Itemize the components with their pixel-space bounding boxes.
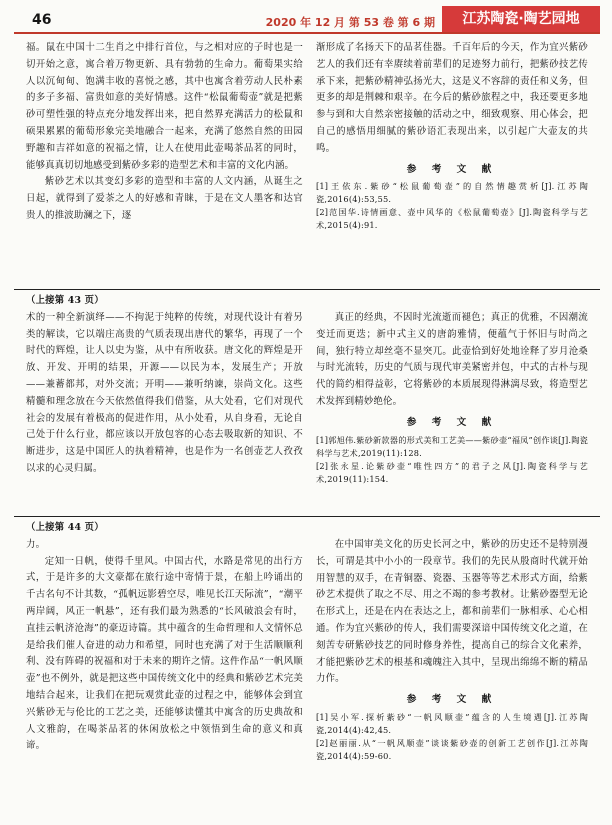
paragraph: 术的一种全新演绎——不拘泥于纯粹的传统，对现代设计有着另类的解读，它以端庄高贵的气质表现出唐代的繁华，再现了一个时代的辉煌，让人以史为鉴，从中有所收获。唐文化的辉煌是开放、开发、开明的结果，开源——以民为本，发展生产；开放——兼蓄都邦，对外交流；开明——兼听纳谏，崇尚文化。这些精髓和理念放在今天依然值得我们借鉴，从大处看，它们对现代社会的发展有着极高的促进作用，从小处看，从自身看，无论自己处于什么行业，都应该以开放包容的心态去吸取新的知识、不断进步，这是中国匠人的执着精神，也是作为一名创壶艺人孜孜以求的心灵归属。 (26, 311, 303, 474)
reference-item: [1]王依东.紫砂“松鼠葡萄壶”的自然情趣赏析[J].江苏陶瓷,2016(4):53,55. (316, 181, 588, 205)
section2-left-column (26, 293, 303, 478)
reference-item: [2]赵丽丽.从“一帆风顺壶”谈谈紫砂壶的创新工艺创作[J].江苏陶瓷,2014(4):59-60. (316, 737, 588, 761)
reference-item: [2]张永星.论紫砂壶“唯性四方”的君子之风[J].陶瓷科学与艺术,2019(11):154. (316, 460, 588, 484)
paragraph: 紫砂艺术以其变幻多彩的造型和丰富的人文内涵，从诞生之日起，就得到了爱茶之人的好感和青睐，于是在文人墨客和达官贵人的推波助澜之下，逐 (26, 176, 303, 221)
reference-item: [1]郭旭伟.紫砂新款器的形式美和工艺美——紫砂壶“福凤”创作谈[J].陶瓷科学与艺术,2019(11):128. (316, 434, 588, 458)
paragraph: 力。 (26, 538, 46, 550)
reference-item: [1]吴小军.探析紫砂“一帆风顺壶”蕴含的人生境遇[J].江苏陶瓷,2014(4):42,45. (316, 711, 588, 735)
page-number: 46 (32, 12, 52, 28)
issue-info: 2020 年 12 月 第 53 卷 第 6 期 (265, 16, 435, 29)
header-rule (14, 32, 600, 34)
journal-banner: 江苏陶瓷·陶艺园地 (442, 6, 600, 32)
continued-from-tag: （上接第 44 页） (26, 522, 104, 533)
paragraph: 在中国审美文化的历史长河之中，紫砂的历史还不是特别漫长，可谓是其中小小的一段章节。我们的先民从殷商时代就开始用智慧的双手，在青铜器、瓷器、玉器等等艺术形式方面，给紫砂艺术提供了取之不尽、用之不竭的参考教材。让紫砂器型无论在形式上，还是在内在表达之上，都和前辈们一脉相承、心心相通。作为宜兴紫砂的传人，我们需要深谙中国传统文化之道，在刻苦专研紫砂技艺的同时修身养性，提高自己的综合文化素养，才能把紫砂艺术的根基和魂魄注入其中，呈现出绵绵不断的精品力作。 (316, 539, 588, 685)
paragraph: 渐形成了名扬天下的品茗佳器。千百年后的今天，作为宜兴紫砂艺人的我们还有幸赓续着前辈们的足迹努力前行，把紫砂技艺传承下来，把紫砂精神弘扬光大，这是义不容辞的责任和义务，但更多的却是荆棘和艰辛。在今后的紫砂旅程之中，我还要更多地参与到和大自然亲密接触的活动之中，细致观察、用心体会，把自己的感悟用细腻的紫砂语汇表现出来，以引起广大壶友的共鸣。 (316, 42, 588, 154)
section1-right-column (316, 40, 588, 232)
references-heading: 参 考 文 献 (406, 416, 498, 428)
paragraph: 定知一日帆，使得千里风。中国古代，水路是常见的出行方式，于是许多的大文豪都在旅行途中寄情于景，在船上吟诵出的千古名句不计其数，“孤帆远影碧空尽，唯见长江天际流”，“潮平两岸阔，风正一帆悬”，还有我们最为熟悉的“长风破浪会有时，直挂云帆济沧海”的豪迈诗篇。其中蕴含的生命哲理和人文情怀总是给我们催人奋进的动力和希望，同时也充满了对于生活顺顺利利、没有阵碍的祝福和对于未来的期许之情。这件作品“一帆风顺壶”也不例外，就是把这些中国传统文化中的经典和紫砂艺术完美地结合起来，让我们在把玩观赏此壶的过程之中，能够体会到宜兴紫砂无与伦比的工艺之美，还能够读懂其中寓含的历史典故和人文雅韵，在喝茶品茗的休闲放松之中领悟到生命的意义和真谛。 (26, 555, 303, 752)
section1-left-column (26, 40, 303, 225)
page-header (14, 6, 600, 32)
section2-right-column (316, 310, 588, 486)
reference-item: [2]范国华.诗情画意、壶中风华的《松鼠葡萄壶》[J].陶瓷科学与艺术,2015(4):91. (316, 207, 588, 231)
section-divider (14, 516, 600, 517)
continued-from-tag: （上接第 43 页） (26, 295, 104, 306)
section3-right-column (316, 537, 588, 763)
references-heading: 参 考 文 献 (406, 163, 498, 175)
paragraph: 真正的经典，不因时光流逝而褪色；真正的优雅，不因潮流变迁而更迭；新中式主义的唐韵雅情，便蕴气于怀旧与时尚之间，独行特立却丝毫不显突兀。此壶恰到好处地诠释了岁月沧桑与时光流转，历史的气质与现代审美紧密并包，中式的古朴与现代的简约相得益彰，它将紫砂的本质展现得淋漓尽致，将造型艺术发挥到精妙绝伦。 (316, 312, 588, 407)
section-divider (14, 289, 600, 290)
paragraph: 福。鼠在中国十二生肖之中排行首位，与之相对应的子时也是一切开始之意，寓合着万物更新、具有勃勃的生命力。葡萄果实给人以沉甸甸、饱满丰收的喜悦之感，其中也寓含着劳动人民朴素的多子多福、富贵如意的美好情感。这件“松鼠葡萄壶”就是把紫砂可塑性强的特点充分地发挥出来，把自然界充满活力的松鼠和硕果累累的葡萄形象完美地融合一起来，充满了悠然自然的田园野趣和吉祥如意的祝福之情，让人在使用此壶喝茶品茗的同时，能够真真切切地感受到紫砂多彩的造型艺术和丰富的文化内涵。 (26, 42, 303, 171)
section3-left-column (26, 520, 303, 755)
references-heading: 参 考 文 献 (406, 694, 498, 706)
